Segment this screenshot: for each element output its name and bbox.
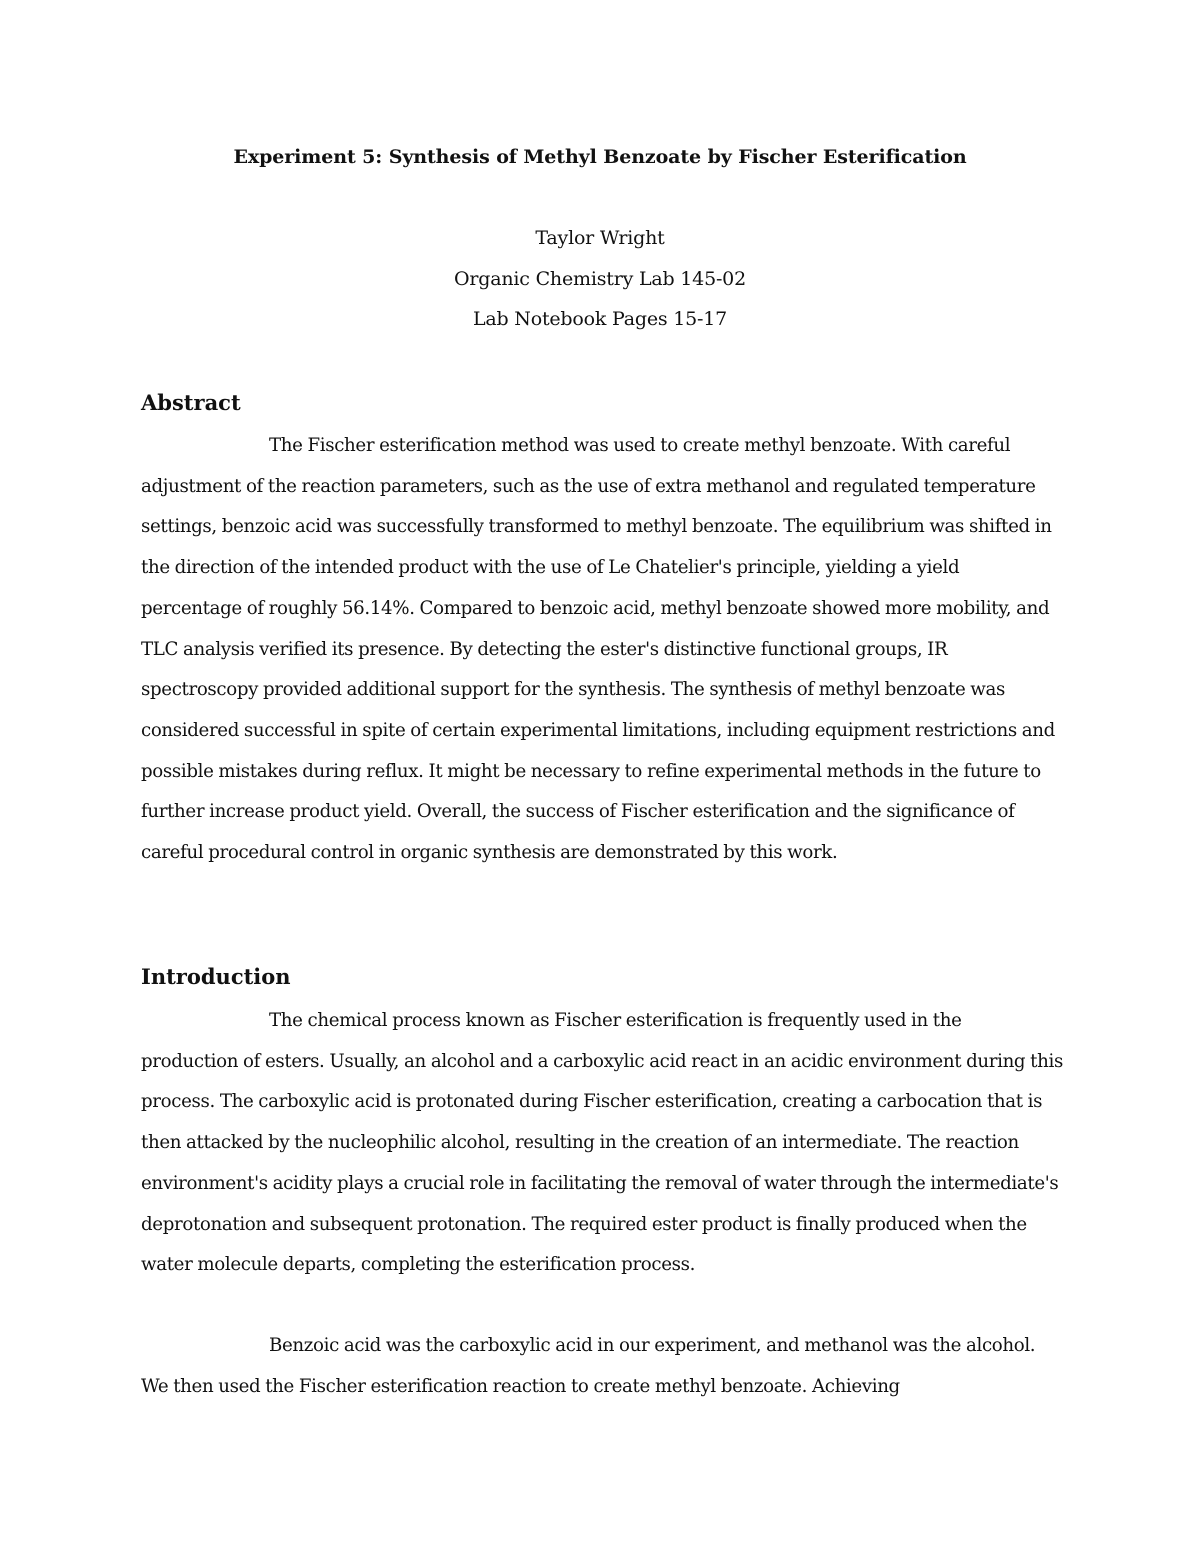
document-title: Experiment 5: Synthesis of Methyl Benzoate by Fischer Esterification xyxy=(233,146,967,168)
author-name: Taylor Wright xyxy=(535,227,665,249)
abstract-paragraph: The Fischer esterification method was used to create methyl benzoate. With careful adjustment of the reaction parameters, such as the use of extra methanol and regulated temperature settings, benzoic acid was successfully transformed to methyl benzoate. The equilibrium was shifted in the direction of the intended product with the use of Le Chatelier's principle, yielding a yield percentage of roughly 56.14%. Compared to benzoic acid, methyl benzoate showed more mobility, and TLC analysis verified its presence. By detecting the ester's distinctive functional groups, IR spectroscopy provided additional support for the synthesis. The synthesis of methyl benzoate was considered successful in spite of certain experimental limitations, including equipment restrictions and possible mistakes during reflux. It might be necessary to refine experimental methods in the future to further increase product yield. Overall, the success of Fischer esterification and the significance of careful procedural control in organic synthesis are demonstrated by this work. xyxy=(141,435,1055,864)
course-name: Organic Chemistry Lab 145-02 xyxy=(454,268,746,290)
introduction-heading: Introduction xyxy=(141,964,291,989)
notebook-pages: Lab Notebook Pages 15-17 xyxy=(472,308,728,330)
abstract-heading: Abstract xyxy=(141,390,241,415)
introduction-paragraph-1: The chemical process known as Fischer esterification is frequently used in the production of esters. Usually, an alcohol and a carboxylic acid react in an acidic environment during this process. The carboxylic acid is protonated during Fischer esterification, creating a carbocation that is then attacked by the nucleophilic alcohol, resulting in the creation of an intermediate. The reaction environment's acidity plays a crucial role in facilitating the removal of water through the intermediate's deprotonation and subsequent protonation. The required ester product is finally produced when the water molecule departs, completing the esterification process. xyxy=(141,1010,1063,1276)
introduction-paragraph-2: Benzoic acid was the carboxylic acid in our experiment, and methanol was the alcohol. We then used the Fischer esterification reaction to create methyl benzoate. Achieving xyxy=(141,1335,1036,1397)
